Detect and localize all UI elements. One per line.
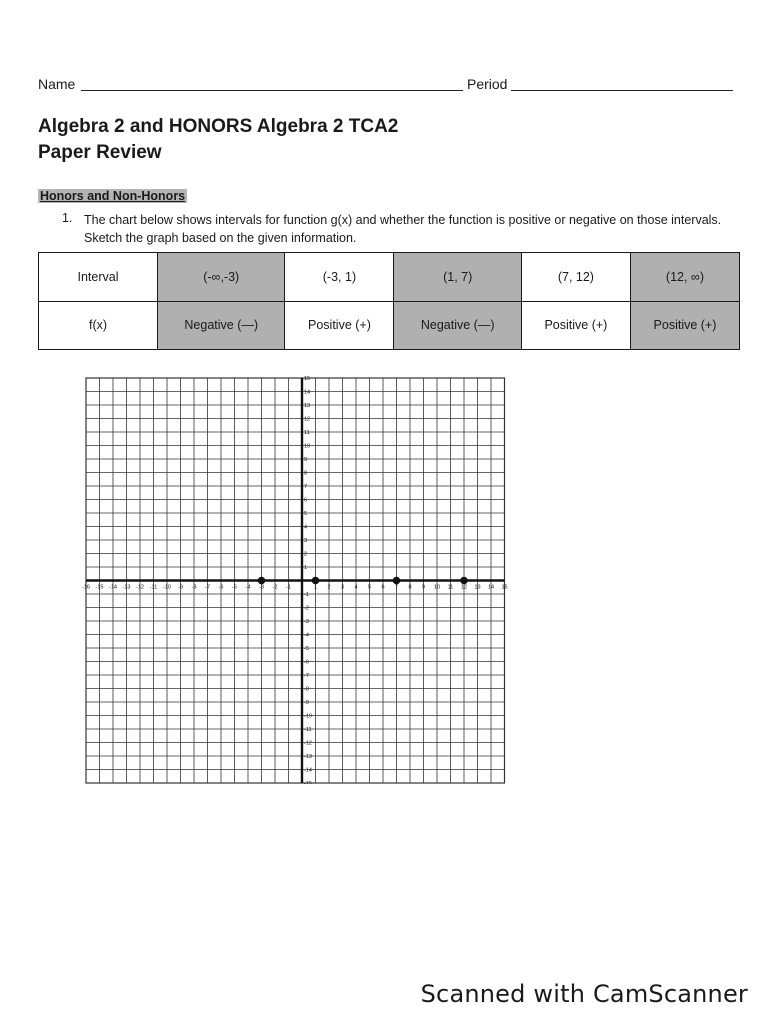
title-line-1: Algebra 2 and HONORS Algebra 2 TCA2 [38,116,399,137]
y-tick-label: -11 [304,727,312,733]
y-tick-label: 7 [304,484,308,490]
interval-cell: (12, ∞) [630,253,739,302]
sign-cell: Negative (—) [394,301,521,350]
question-number: 1. [62,211,73,225]
plotted-point [393,577,401,585]
x-tick-label: 14 [487,584,495,591]
y-tick-label: 14 [304,389,311,396]
sign-row-label: f(x) [39,301,158,350]
y-tick-label: 6 [304,497,308,504]
x-tick-label: -3 [259,584,264,591]
sign-cell: Positive (+) [285,301,394,350]
x-tick-label: -10 [163,584,171,591]
interval-cell: (-∞,-3) [158,253,285,302]
plotted-point [312,577,320,585]
x-tick-label: -4 [245,584,251,591]
x-tick-label: -16 [82,584,90,591]
y-tick-label: -15 [304,781,312,784]
x-tick-label: -6 [218,584,224,591]
name-label: Name [38,76,76,92]
interval-row [39,253,740,302]
interval-cell: (-3, 1) [285,253,394,302]
y-tick-label: 11 [304,430,310,436]
y-tick-label: 5 [304,511,308,517]
y-tick-label: 12 [304,416,311,423]
page-title [38,114,398,166]
plotted-point [258,577,266,585]
y-tick-label: -14 [304,767,312,774]
x-tick-label: -15 [95,584,104,591]
x-tick-label: -5 [232,584,237,591]
x-tick-label: -9 [178,584,183,591]
section-label: Honors and Non-Honors [40,189,186,203]
y-tick-label: -3 [304,619,309,625]
y-tick-label: -13 [304,754,312,760]
interval-cell: (1, 7) [394,253,521,302]
x-tick-label: 12 [460,584,468,591]
x-tick-label: -2 [272,584,278,591]
y-tick-label: -1 [304,592,309,598]
y-tick-label: 10 [304,443,311,450]
y-tick-label: -5 [304,646,309,652]
y-tick-label: -8 [304,686,309,693]
y-tick-label: -6 [304,659,309,666]
y-tick-label: -7 [304,673,309,679]
plotted-point [460,577,468,585]
coordinate-grid[interactable] [74,370,514,784]
y-tick-label: 2 [304,551,308,558]
sign-cell: Positive (+) [521,301,630,350]
x-tick-label: -14 [109,584,117,591]
x-tick-label: 8 [408,584,412,591]
x-tick-label: -13 [122,584,131,591]
header-line [38,74,738,96]
x-tick-label: 10 [433,584,441,591]
y-tick-label: 13 [304,403,311,409]
x-tick-label: -7 [205,584,210,591]
y-tick-label: 9 [304,457,308,463]
interval-table [38,252,740,350]
x-tick-label: 11 [447,584,454,591]
x-tick-label: -11 [149,584,158,591]
x-tick-label: 7 [394,584,399,591]
x-tick-label: 2 [327,584,331,591]
y-tick-label: -4 [304,632,309,639]
x-tick-label: 1 [313,584,318,591]
y-tick-label: -9 [304,700,309,706]
x-tick-label: 6 [381,584,385,591]
interval-cell: (7, 12) [521,253,630,302]
x-tick-label: 15 [501,584,508,591]
x-tick-label: -1 [286,584,291,591]
title-line-2: Paper Review [38,142,162,163]
question-text: The chart below shows intervals for function g(x) and whether the function is positive or negative on those intervals. Sketch the graph based on the given information. [84,213,722,245]
x-tick-label: 9 [421,584,426,591]
y-tick-label: 4 [304,524,308,531]
period-label: Period [467,76,508,92]
name-blank [81,90,463,91]
period-blank [511,90,733,91]
y-tick-label: 1 [304,565,308,571]
y-tick-label: 8 [304,470,308,477]
y-tick-label: -10 [304,713,312,720]
sign-row [39,301,740,350]
x-tick-label: 5 [367,584,372,591]
x-tick-label: -8 [191,584,197,591]
interval-row-label: Interval [39,253,158,302]
x-tick-label: 13 [474,584,481,591]
y-tick-label: 3 [304,538,308,544]
sign-cell: Negative (—) [158,301,285,350]
x-tick-label: -12 [136,584,144,591]
x-tick-label: 4 [354,584,358,591]
scanner-watermark: Scanned with CamScanner [420,980,748,1008]
y-tick-label: -12 [304,740,312,747]
x-tick-label: 3 [340,584,345,591]
y-tick-label: -2 [304,605,309,612]
y-tick-label: 15 [304,376,311,382]
sign-cell: Positive (+) [630,301,739,350]
